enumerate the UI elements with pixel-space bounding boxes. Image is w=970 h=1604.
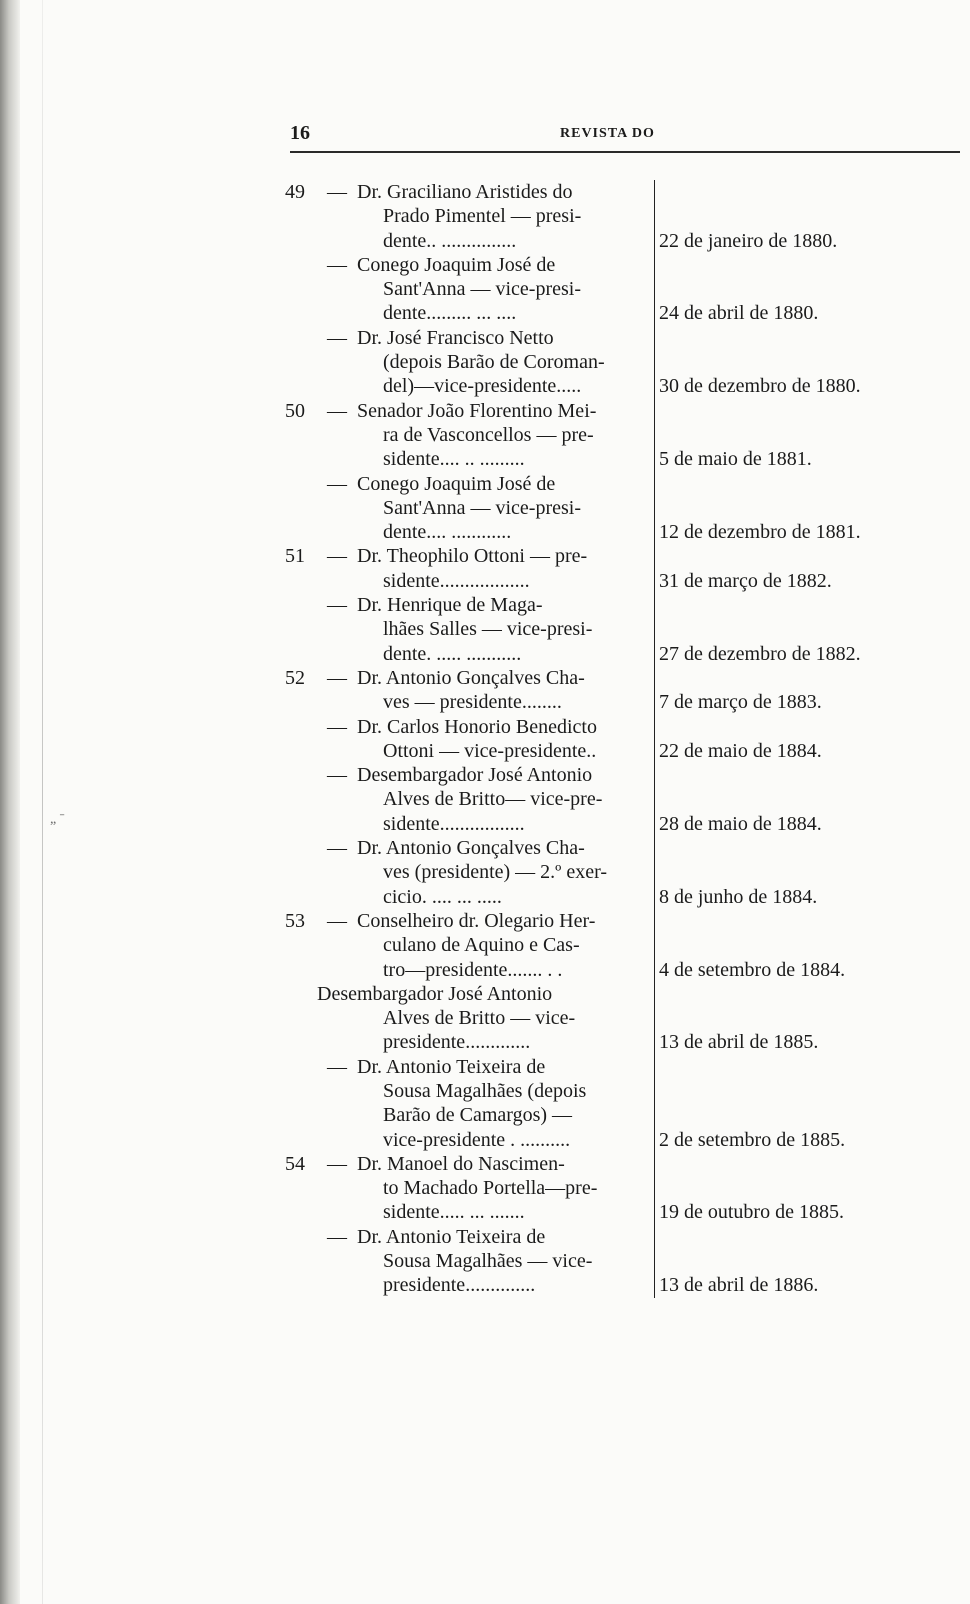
entry-description-lead: Dr. Carlos Honorio Benedicto <box>357 715 597 738</box>
entry-dash: — <box>327 715 347 738</box>
entry-description-continuation: sidente.................. <box>383 569 530 592</box>
entry-number: 54 <box>285 1152 305 1175</box>
list-item <box>285 666 965 715</box>
entry-description-lead: Dr. José Francisco Netto <box>357 326 554 349</box>
list-item <box>285 253 965 326</box>
list-item <box>285 909 965 982</box>
presidents-list <box>285 180 965 1298</box>
running-title: REVISTA DO <box>560 126 655 141</box>
entry-description-lead: Dr. Henrique de Maga- <box>357 594 543 617</box>
entry-description-continuation: (depois Barão de Coroman- del)—vice-presidente..... <box>383 351 605 398</box>
entry-description-lead: Conego Joaquim José de <box>357 253 556 276</box>
entry-dash: — <box>327 181 347 203</box>
list-item <box>285 399 965 472</box>
entry-description <box>317 982 655 1055</box>
entry-description-continuation: ves — presidente........ <box>383 691 562 714</box>
entry-number: 49 <box>285 181 305 203</box>
entry-description-continuation: Ottoni — vice-presidente.. <box>383 739 597 762</box>
entry-dash: — <box>327 326 347 349</box>
entry-dash: — <box>327 666 347 689</box>
entry-description-lead: Dr. Antonio Teixeira de <box>357 1055 546 1078</box>
entry-dash: — <box>327 472 347 495</box>
entry-description <box>357 909 655 982</box>
entry-description-continuation: Sousa Magalhães (depois Barão de Camargos) — vice-presidente . .......... <box>383 1079 587 1151</box>
entry-description-continuation: ves (presidente) — 2.º exer- cicio. .... ... ..... <box>383 861 608 908</box>
entry-date: 8 de junho de 1884. <box>659 885 818 908</box>
list-item <box>285 1055 965 1152</box>
header-rule <box>290 151 960 153</box>
entry-description <box>357 326 655 399</box>
entry-date: 19 de outubro de 1885. <box>659 1201 844 1224</box>
entry-description-continuation: Sousa Magalhães — vice- presidente.............. <box>383 1250 593 1297</box>
entry-description <box>357 472 655 545</box>
page-number: 16 <box>290 122 310 144</box>
entry-number: 52 <box>285 666 305 689</box>
list-item <box>285 326 965 399</box>
list-item <box>285 544 965 593</box>
list-item <box>285 472 965 545</box>
list-item <box>285 1225 965 1298</box>
entry-date: 13 de abril de 1885. <box>659 1031 819 1054</box>
entry-date: 28 de maio de 1884. <box>659 812 822 835</box>
entry-date: 22 de maio de 1884. <box>659 739 822 762</box>
entry-date: 4 de setembro de 1884. <box>659 958 846 981</box>
entry-date: 7 de março de 1883. <box>659 691 822 714</box>
entry-dash: — <box>327 399 347 422</box>
entry-dash: — <box>327 545 347 568</box>
entry-date: 13 de abril de 1886. <box>659 1274 819 1297</box>
entry-description <box>357 1225 655 1298</box>
entry-description <box>357 253 655 326</box>
entry-description-lead: Senador João Florentino Mei- <box>357 399 597 422</box>
entry-description-lead: Dr. Manoel do Nascimen- <box>357 1152 565 1175</box>
entry-description-lead: Desembargador José Antonio <box>357 764 593 787</box>
list-item <box>285 180 965 253</box>
entry-description-continuation: Alves de Britto — vice- presidente............. <box>383 1007 576 1054</box>
entry-description <box>357 836 655 909</box>
entry-description-lead: Conego Joaquim José de <box>357 472 556 495</box>
entry-description <box>357 763 655 836</box>
entry-description-lead: Dr. Antonio Gonçalves Cha- <box>357 837 585 860</box>
entry-description <box>357 715 655 764</box>
entry-description <box>357 544 655 593</box>
entry-description-continuation: Prado Pimentel — presi- dente.. ............... <box>383 205 582 252</box>
entry-date: 2 de setembro de 1885. <box>659 1128 846 1151</box>
entry-date: 22 de janeiro de 1880. <box>659 229 838 252</box>
entry-number: 53 <box>285 909 305 932</box>
entry-dash: — <box>327 594 347 617</box>
list-item <box>285 715 965 764</box>
stray-ink-mark: „ ˉ <box>50 812 65 827</box>
entry-dash: — <box>327 1055 347 1078</box>
entry-date: 31 de março de 1882. <box>659 569 832 592</box>
entry-number: 50 <box>285 399 305 422</box>
list-item <box>285 763 965 836</box>
page-header <box>290 122 970 146</box>
entry-description-continuation: Sant'Anna — vice-presi- dente.... ............ <box>383 496 581 544</box>
entry-dash: — <box>327 1152 347 1175</box>
book-spine-shadow <box>0 0 20 1604</box>
entry-dash: — <box>327 764 347 787</box>
list-item <box>285 1152 965 1225</box>
entry-description-lead: Dr. Antonio Teixeira de <box>357 1225 546 1248</box>
entry-description <box>357 180 655 253</box>
entry-number: 51 <box>285 545 305 568</box>
entry-description-continuation: lhães Salles — vice-presi- dente. ..... ........... <box>383 618 593 665</box>
entry-dash: — <box>327 253 347 276</box>
entry-description <box>357 1055 655 1152</box>
entry-description-continuation: Sant'Anna — vice-presi- dente......... ... .... <box>383 278 581 325</box>
list-item <box>285 982 965 1055</box>
entry-description <box>357 666 655 715</box>
list-item <box>285 836 965 909</box>
entry-description <box>357 1152 655 1225</box>
entry-dash: — <box>327 1225 347 1248</box>
entry-date: 24 de abril de 1880. <box>659 302 819 325</box>
entry-description <box>357 399 655 472</box>
entry-description-continuation: to Machado Portella—pre- sidente..... ... ....... <box>383 1177 598 1224</box>
entry-dash: — <box>327 909 347 932</box>
entry-description-lead: Conselheiro dr. Olegario Her- <box>357 909 596 932</box>
entry-description-lead: Desembargador José Antonio <box>317 982 553 1005</box>
entry-description-continuation: Alves de Britto— vice-pre- sidente................. <box>383 788 603 835</box>
entry-date: 30 de dezembro de 1880. <box>659 375 861 398</box>
entry-dash: — <box>327 837 347 860</box>
entry-description-lead: Dr. Theophilo Ottoni — pre- <box>357 545 588 568</box>
entry-description-lead: Dr. Antonio Gonçalves Cha- <box>357 666 585 689</box>
gutter-line <box>42 0 43 1604</box>
entry-description-continuation: culano de Aquino e Cas- tro—presidente....... . . <box>383 934 580 981</box>
entry-description-continuation: ra de Vasconcellos — pre- sidente.... .. ......... <box>383 423 594 471</box>
entry-date: 27 de dezembro de 1882. <box>659 642 861 665</box>
entry-date: 12 de dezembro de 1881. <box>659 521 861 544</box>
entry-date: 5 de maio de 1881. <box>659 448 812 471</box>
list-item <box>285 593 965 666</box>
entry-description <box>357 593 655 666</box>
entry-description-lead: Dr. Graciliano Aristides do <box>357 181 573 203</box>
